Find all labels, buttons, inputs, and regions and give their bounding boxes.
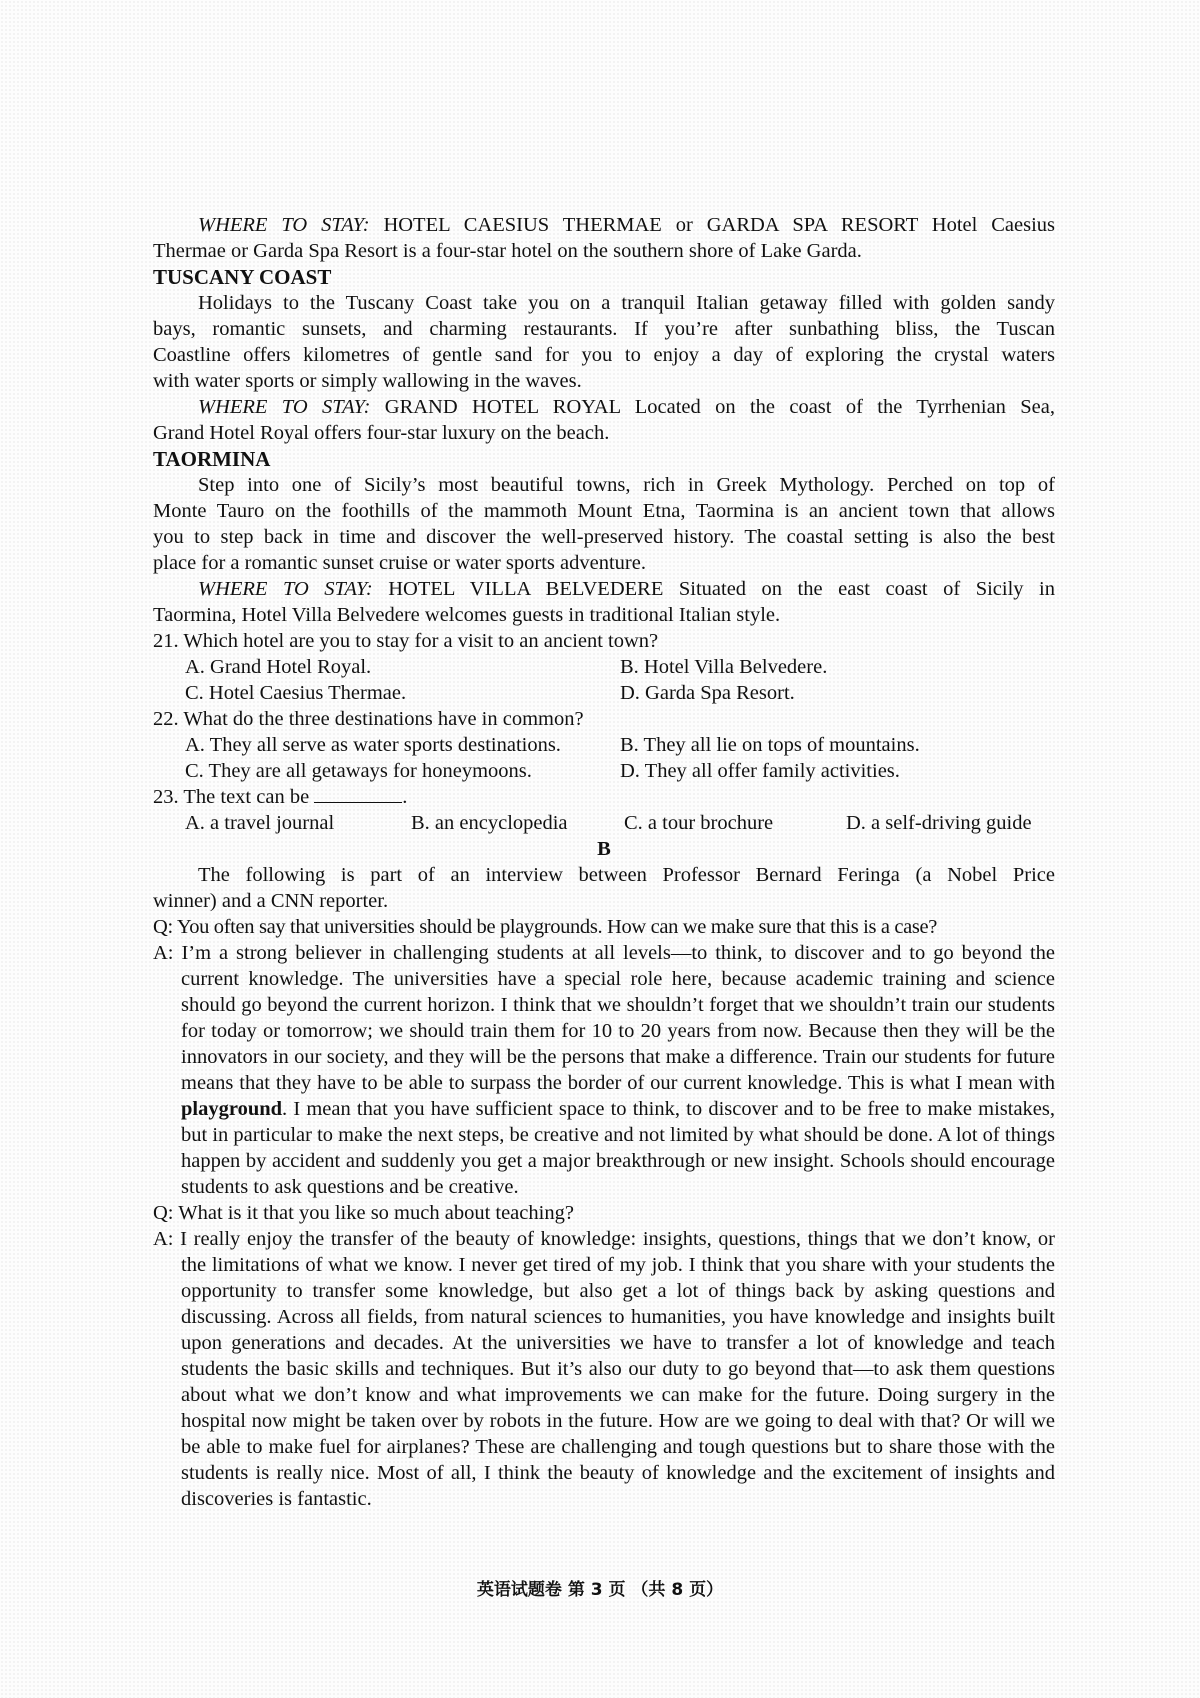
option-d[interactable]: D. They all offer family activities. [620,760,900,782]
option-a[interactable]: A. Grand Hotel Royal. [185,656,372,678]
question-22-options-row1 [153,732,1055,758]
taormina-line: Monte Tauro on the foothills of the mammoth Mount Etna, Taormina is an ancient town that allows [153,500,1055,522]
option-b[interactable]: B. an encyclopedia [411,812,568,834]
tuscany-line: bays, romantic sunsets, and charming restaurants. If you’re after sunbathing bliss, the Tuscan [153,318,1055,340]
interview-answer-1 [153,940,1055,1200]
answer-bold-term: playground [181,1098,283,1120]
option-a[interactable]: A. a travel journal [185,812,335,834]
where-to-stay-text: HOTEL CAESIUS THERMAE or GARDA SPA RESORT Hotel Caesius [369,214,1056,236]
answer-blank [314,784,402,803]
taormina-line: you to step back in time and discover the well-preserved history. The coastal setting is also the best [153,526,1055,548]
where-to-stay-label: WHERE TO STAY: [198,396,371,418]
where-to-stay-text: HOTEL VILLA BELVEDERE Situated on the east coast of Sicily in [372,578,1055,600]
question-23-text: 23. The text can be [153,786,310,808]
garda-where-line [153,212,1055,238]
answer-text: . I mean that you have sufficient space to think, to discover and to be free to make mistakes, but in particular to make the next steps, be creative and not limited by what should be done. A lot of things happen by accident and suddenly you get a major breakthrough or new insight. Schools should encourage students to ask questions and be creative. [181,1098,1055,1198]
option-c[interactable]: C. a tour brochure [624,812,774,834]
question-21-options-row2 [153,680,1055,706]
section-b-heading: B [597,838,611,860]
question-22-stem: 22. What do the three destinations have in common? [153,708,584,730]
question-23-options [153,810,1055,836]
taormina-where-line [153,576,1055,602]
question-21-stem: 21. Which hotel are you to stay for a visit to an ancient town? [153,630,659,652]
where-to-stay-text: GRAND HOTEL ROYAL Located on the coast of the Tyrrhenian Sea, [370,396,1055,418]
option-b[interactable]: B. Hotel Villa Belvedere. [620,656,828,678]
garda-where-line2: Thermae or Garda Spa Resort is a four-star hotel on the southern shore of Lake Garda. [153,240,862,262]
section-b-intro: The following is part of an interview between Professor Bernard Feringa (a Nobel Price [198,864,1055,886]
taormina-where-line2: Taormina, Hotel Villa Belvedere welcomes guests in traditional Italian style. [153,604,781,626]
answer-text: A: I’m a strong believer in challenging students at all levels—to think, to discover and to go beyond the current knowledge. The universities have a special role here, because academic training and science should go beyond the current horizon. I think that we shouldn’t forget that we shouldn’t train our students for today or tomorrow; we should train them for 10 to 20 years from now. Because then they will be the innovators in our society, and they will be the persons that make a difference. Train our students for future means that they have to be able to surpass the border of our current knowledge. This is what I mean with [153,942,1055,1094]
interview-answer-2: A: I really enjoy the transfer of the beauty of knowledge: insights, questions, things that we don’t know, or the limitations of what we know. I never get tired of my job. I think that you share with your students the opportunity to transfer some knowledge, but also get a lot of things back by asking questions and discussing. Across all fields, from natural sciences to humanities, you have knowledge and insights built upon generations and decades. At the universities we have to transfer a lot of knowledge and teach students the basic skills and techniques. But it’s also our duty to go beyond that—to ask them questions about what we don’t know and what improvements we can make for the future. Doing surgery in the hospital now might be taken over by robots in the future. How are we going to deal with that? Or will we be able to make fuel for airplanes? These are challenging and tough questions but to share those with the students is really nice. Most of all, I think the beauty of knowledge and the excitement of insights and discoveries is fantastic. [153,1228,1055,1510]
question-21-options-row1 [153,654,1055,680]
option-d[interactable]: D. a self-driving guide [846,812,1032,834]
option-b[interactable]: B. They all lie on tops of mountains. [620,734,920,756]
section-b-intro2: winner) and a CNN reporter. [153,890,389,912]
taormina-line: Step into one of Sicily’s most beautiful towns, rich in Greek Mythology. Perched on top of [198,474,1055,496]
taormina-heading: TAORMINA [153,447,271,471]
tuscany-where-line [153,394,1055,420]
page-content [153,212,1055,1512]
interview-question-1: Q: You often say that universities should be playgrounds. How can we make sure that this is a case? [153,916,938,938]
where-to-stay-label: WHERE TO STAY: [198,214,370,236]
option-a[interactable]: A. They all serve as water sports destinations. [185,734,561,756]
question-23-period: . [402,786,408,808]
option-c[interactable]: C. Hotel Caesius Thermae. [185,682,407,704]
option-d[interactable]: D. Garda Spa Resort. [620,682,795,704]
tuscany-heading: TUSCANY COAST [153,265,332,289]
option-c[interactable]: C. They are all getaways for honeymoons. [185,760,532,782]
taormina-line: place for a romantic sunset cruise or water sports adventure. [153,552,646,574]
tuscany-line: Coastline offers kilometres of gentle sand for you to enjoy a day of exploring the crystal waters [153,344,1055,366]
tuscany-line: Holidays to the Tuscany Coast take you on a tranquil Italian getaway filled with golden sandy [198,292,1055,314]
page-footer: 英语试题卷 第 3 页 （共 8 页） [476,1580,724,1600]
tuscany-line: with water sports or simply wallowing in the waves. [153,370,582,392]
interview-question-2: Q: What is it that you like so much about teaching? [153,1202,574,1224]
tuscany-where-line2: Grand Hotel Royal offers four-star luxury on the beach. [153,422,610,444]
question-23-stem [153,784,1055,810]
where-to-stay-label: WHERE TO STAY: [198,578,373,600]
question-22-options-row2 [153,758,1055,784]
